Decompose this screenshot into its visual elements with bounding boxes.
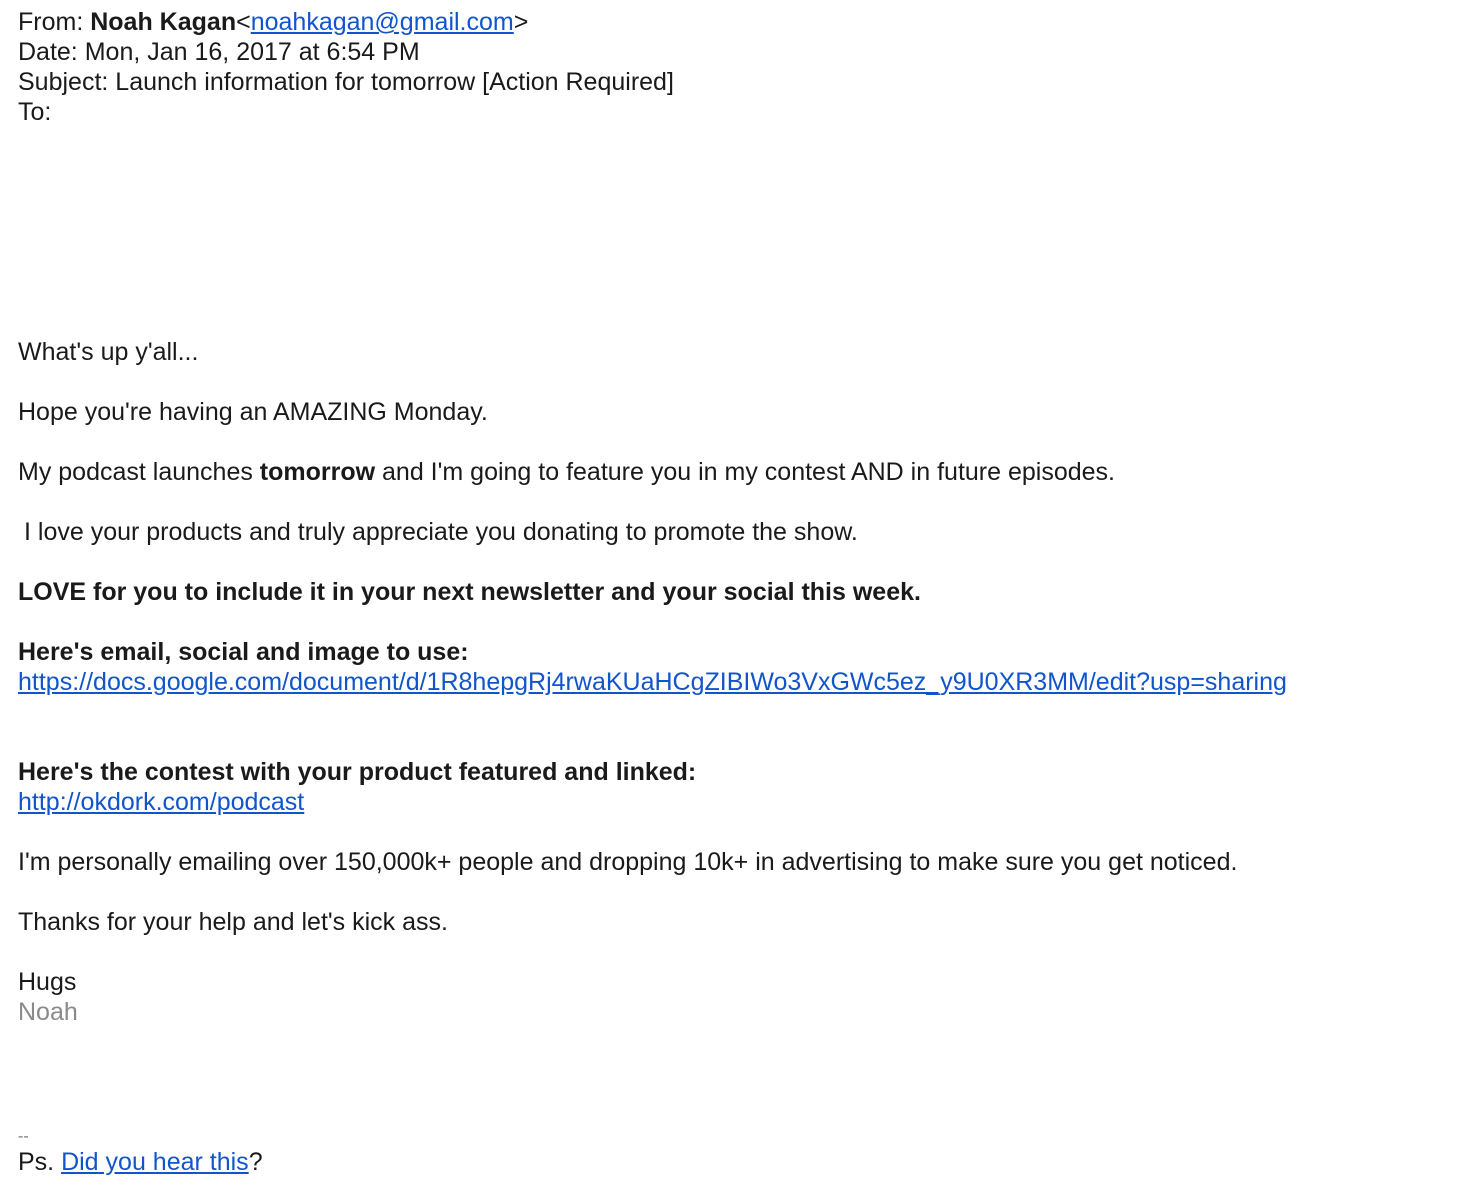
subject-label: Subject: bbox=[18, 68, 109, 96]
from-label: From: bbox=[18, 8, 84, 36]
to-label: To: bbox=[18, 98, 52, 126]
ps-link[interactable]: Did you hear this bbox=[61, 1148, 249, 1176]
hugs-line: Hugs bbox=[18, 968, 77, 996]
subject-line bbox=[18, 67, 674, 97]
podcast-tomorrow: tomorrow bbox=[259, 458, 376, 486]
subject-value: Launch information for tomorrow [Action Required] bbox=[115, 68, 674, 96]
date-label: Date: bbox=[18, 38, 78, 66]
to-line bbox=[18, 97, 51, 127]
thanks-line: Thanks for your help and let's kick ass. bbox=[18, 908, 448, 936]
email-social-heading: Here's email, social and image to use: bbox=[18, 638, 469, 666]
date-value: Mon, Jan 16, 2017 at 6:54 PM bbox=[84, 38, 420, 66]
from-line bbox=[18, 7, 528, 37]
signature: Noah bbox=[18, 998, 78, 1026]
greeting: What's up y'all... bbox=[18, 338, 199, 366]
sender-email-link[interactable]: noahkagan@gmail.com bbox=[250, 8, 514, 36]
contest-heading: Here's the contest with your product featured and linked: bbox=[18, 758, 697, 786]
contest-link[interactable]: http://okdork.com/podcast bbox=[18, 788, 305, 816]
email-open-bracket: < bbox=[236, 8, 251, 36]
love-newsletter-line: LOVE for you to include it in your next newsletter and your social this week. bbox=[18, 578, 921, 606]
sender-name: Noah Kagan bbox=[90, 8, 237, 36]
contest-link-line bbox=[18, 787, 304, 817]
email-close-bracket: > bbox=[513, 8, 529, 36]
ps-question-mark: ? bbox=[248, 1148, 263, 1176]
date-line bbox=[18, 37, 420, 67]
hope-line: Hope you're having an AMAZING Monday. bbox=[18, 398, 488, 426]
emailing-line: I'm personally emailing over 150,000k+ people and dropping 10k+ in advertising to make sure you get noticed. bbox=[18, 848, 1238, 876]
love-products-line: I love your products and truly appreciate you donating to promote the show. bbox=[24, 518, 858, 546]
podcast-line bbox=[18, 457, 1115, 487]
podcast-pre: My podcast launches bbox=[18, 458, 260, 486]
docs-link[interactable]: https://docs.google.com/document/d/1R8hepgRj4rwaKUaHCgZIBIWo3VxGWc5ez_y9U0XR3MM/edit?usp=sharing bbox=[18, 668, 1287, 696]
ps-label: Ps. bbox=[18, 1148, 62, 1176]
podcast-post: and I'm going to feature you in my contest AND in future episodes. bbox=[375, 458, 1115, 486]
docs-link-line bbox=[18, 667, 1287, 697]
signature-separator: -- bbox=[18, 1128, 29, 1145]
ps-line bbox=[18, 1147, 263, 1177]
